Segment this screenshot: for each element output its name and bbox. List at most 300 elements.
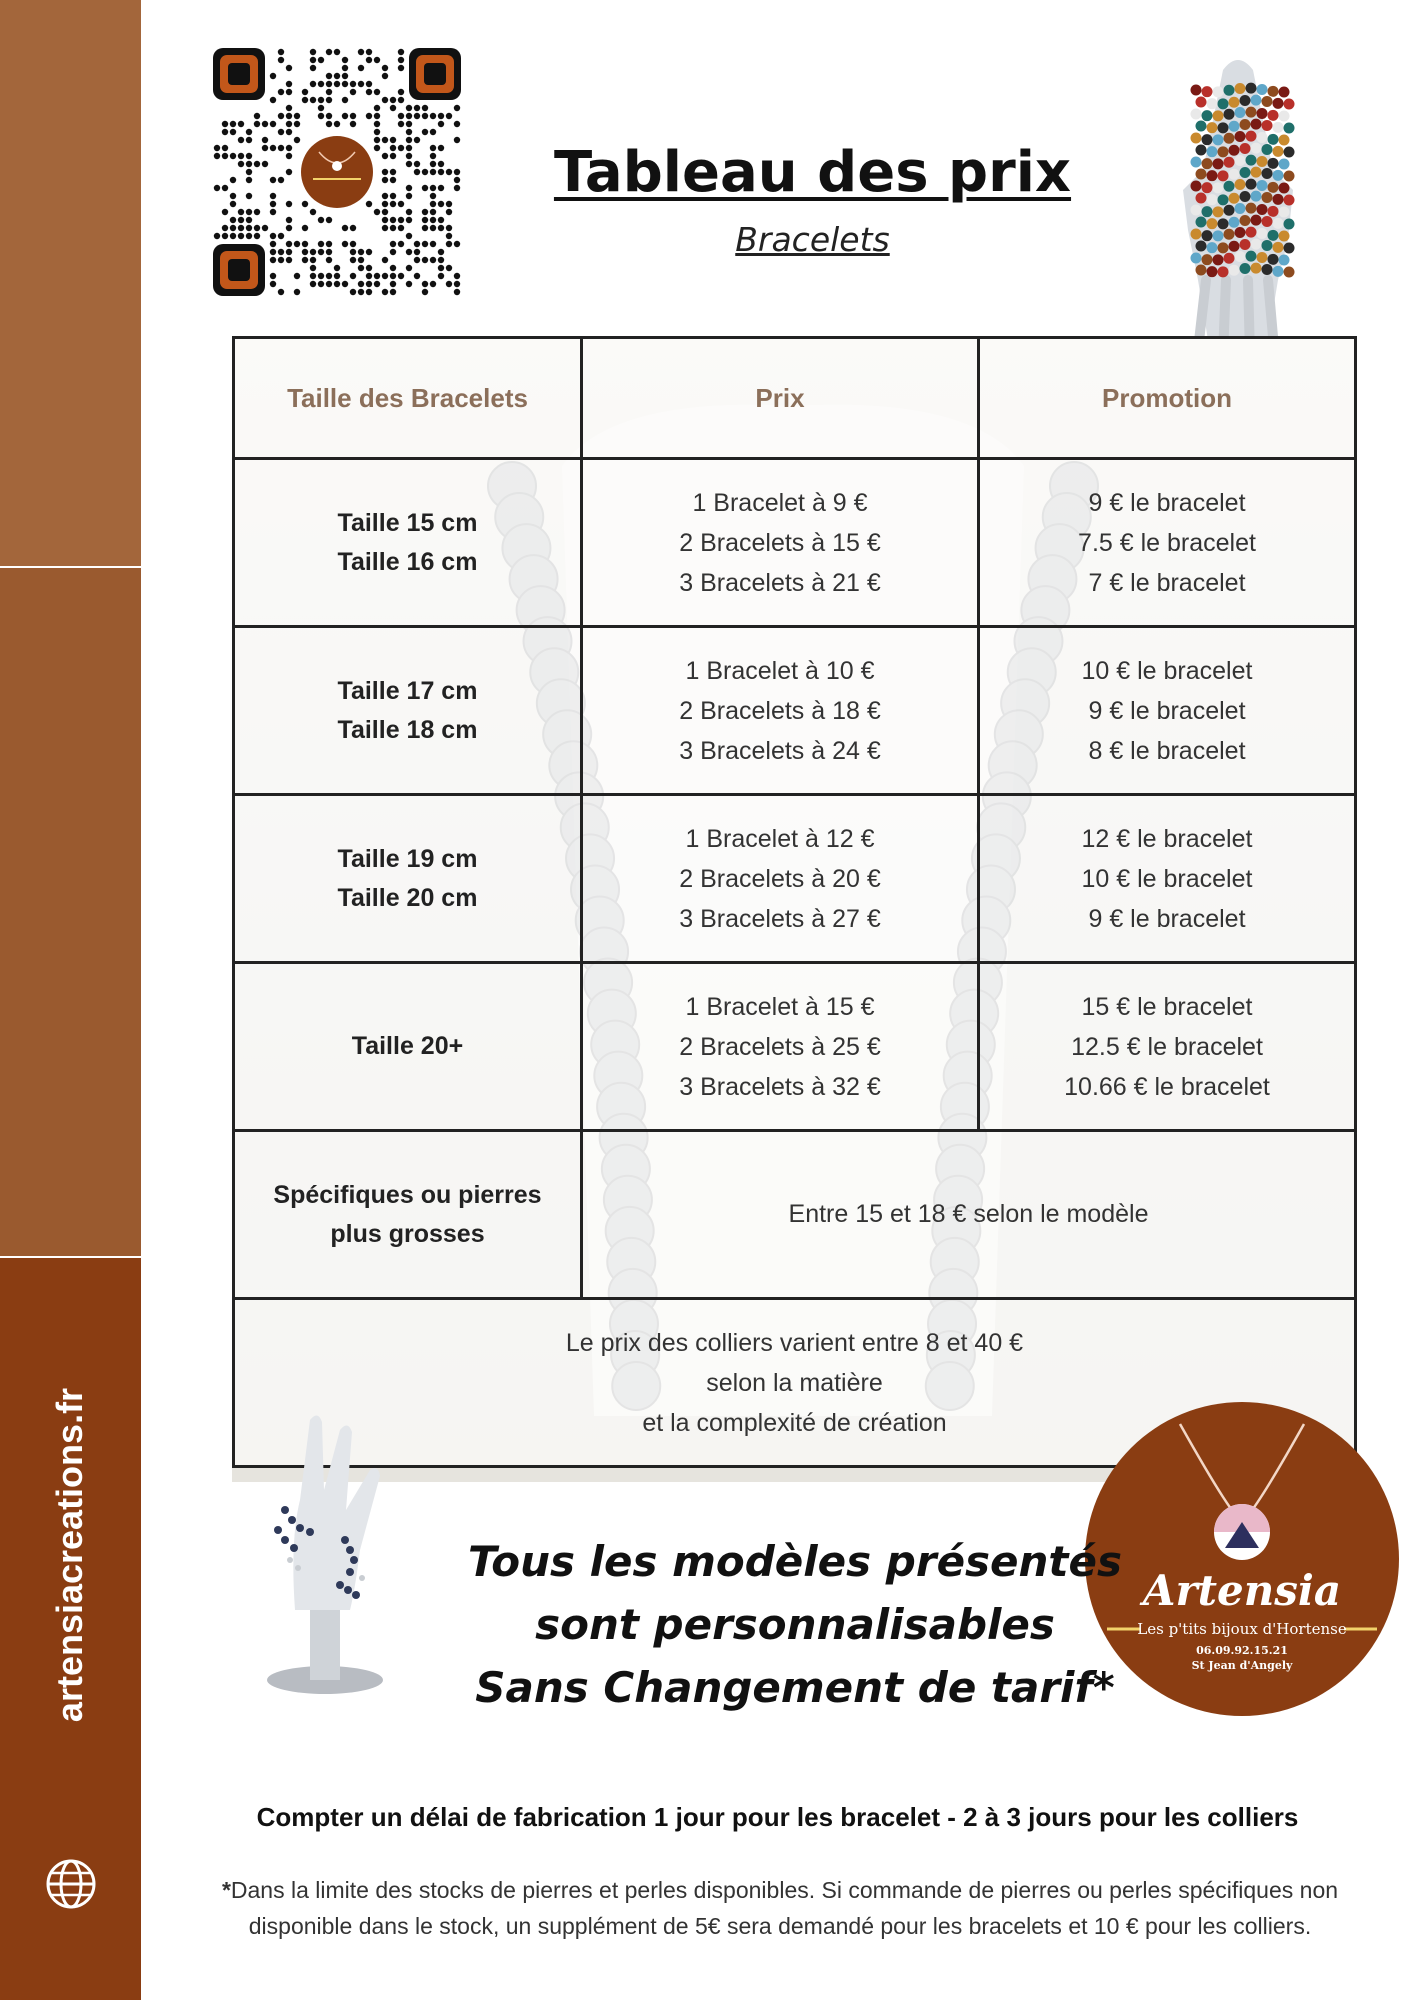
qr-module xyxy=(310,273,316,279)
qr-module xyxy=(238,161,244,167)
qr-module xyxy=(390,105,396,111)
price-table xyxy=(232,336,1357,1468)
qr-module xyxy=(246,129,252,135)
qr-module xyxy=(270,241,276,247)
qr-module xyxy=(278,129,284,135)
bead xyxy=(1262,96,1273,107)
bead xyxy=(1235,131,1246,142)
qr-module xyxy=(366,273,372,279)
qr-module xyxy=(334,273,340,279)
qr-module xyxy=(310,57,316,63)
qr-module xyxy=(270,97,276,103)
qr-module xyxy=(430,201,436,207)
qr-module xyxy=(318,57,324,63)
qr-module xyxy=(374,145,380,151)
qr-module xyxy=(430,185,436,191)
qr-module xyxy=(350,249,356,255)
qr-module xyxy=(430,225,436,231)
qr-module xyxy=(318,249,324,255)
qr-module xyxy=(222,145,228,151)
qr-module xyxy=(278,113,284,119)
specific-row xyxy=(234,1131,1356,1299)
qr-module xyxy=(430,281,436,287)
bead xyxy=(1273,146,1284,157)
qr-module xyxy=(286,89,292,95)
qr-module xyxy=(270,209,276,215)
qr-module xyxy=(310,209,316,215)
qr-module xyxy=(438,257,444,263)
qr-module xyxy=(294,241,300,247)
qr-module xyxy=(422,113,428,119)
qr-module xyxy=(342,57,348,63)
qr-module xyxy=(310,265,316,271)
bead xyxy=(1279,158,1290,169)
qr-module xyxy=(294,289,300,295)
qr-module xyxy=(366,249,372,255)
qr-module xyxy=(318,241,324,247)
size-label: Taille 19 cm xyxy=(337,844,478,873)
bead xyxy=(1268,254,1279,265)
bead xyxy=(1273,242,1284,253)
qr-module xyxy=(302,241,308,247)
qr-module xyxy=(302,97,308,103)
qr-module xyxy=(414,161,420,167)
page-title: Tableau des prix xyxy=(553,140,1072,205)
bead xyxy=(1207,170,1218,181)
qr-module xyxy=(286,121,292,127)
price-line: 3 Bracelets à 27 € xyxy=(679,904,881,933)
qr-module xyxy=(222,185,228,191)
qr-module xyxy=(350,121,356,127)
qr-module xyxy=(318,273,324,279)
size-label: Taille 15 cm xyxy=(337,508,478,537)
bead xyxy=(1202,110,1213,121)
price-line: 3 Bracelets à 21 € xyxy=(679,568,881,597)
qr-module xyxy=(286,257,292,263)
bead xyxy=(1284,98,1295,109)
qr-module xyxy=(318,281,324,287)
qr-module xyxy=(270,73,276,79)
bead xyxy=(1213,206,1224,217)
bead xyxy=(1262,144,1273,155)
logo-phone: 06.09.92.15.21 xyxy=(1196,1644,1288,1657)
bead xyxy=(1279,134,1290,145)
bead xyxy=(1202,158,1213,169)
qr-module xyxy=(374,113,380,119)
qr-module xyxy=(446,169,452,175)
qr-module xyxy=(278,57,284,63)
qr-module xyxy=(406,249,412,255)
qr-module xyxy=(422,257,428,263)
qr-module xyxy=(230,129,236,135)
qr-module xyxy=(342,113,348,119)
promo-line: 9 € le bracelet xyxy=(1088,488,1246,517)
qr-module xyxy=(414,137,420,143)
qr-module xyxy=(270,233,276,239)
bead xyxy=(1284,122,1295,133)
slogan-line: Tous les modèles présentés xyxy=(468,1537,1122,1586)
table-row xyxy=(234,627,1356,795)
qr-module xyxy=(286,249,292,255)
bead xyxy=(1273,98,1284,109)
bead xyxy=(1251,239,1262,250)
qr-module xyxy=(246,233,252,239)
qr-module xyxy=(246,209,252,215)
qr-module xyxy=(414,113,420,119)
bead xyxy=(1257,228,1268,239)
bead xyxy=(1273,170,1284,181)
qr-module xyxy=(430,145,436,151)
bead xyxy=(1191,229,1202,240)
qr-module xyxy=(342,73,348,79)
qr-module xyxy=(350,81,356,87)
qr-module xyxy=(302,89,308,95)
qr-module xyxy=(414,273,420,279)
qr-module xyxy=(382,273,388,279)
qr-module xyxy=(294,137,300,143)
qr-module xyxy=(430,169,436,175)
qr-module xyxy=(454,289,460,295)
qr-module xyxy=(334,121,340,127)
bead xyxy=(1218,98,1229,109)
bead xyxy=(1229,217,1240,228)
bead xyxy=(1196,145,1207,156)
bead xyxy=(1235,203,1246,214)
bead xyxy=(1202,134,1213,145)
qr-module xyxy=(366,281,372,287)
qr-module xyxy=(382,201,388,207)
bead xyxy=(1213,110,1224,121)
qr-module xyxy=(390,249,396,255)
qr-module xyxy=(246,177,252,183)
qr-module xyxy=(382,257,388,263)
bead xyxy=(1262,264,1273,275)
qr-module xyxy=(390,193,396,199)
size-cell xyxy=(234,795,582,963)
qr-module xyxy=(230,201,236,207)
qr-module xyxy=(438,249,444,255)
qr-module xyxy=(342,281,348,287)
qr-module xyxy=(222,121,228,127)
price-line: 2 Bracelets à 20 € xyxy=(679,864,881,893)
qr-module xyxy=(390,169,396,175)
qr-module xyxy=(366,81,372,87)
qr-module xyxy=(374,89,380,95)
globe-icon xyxy=(45,1858,97,1910)
sidebar xyxy=(0,0,141,2000)
qr-module xyxy=(406,185,412,191)
qr-module xyxy=(262,121,268,127)
bead xyxy=(1279,86,1290,97)
qr-module xyxy=(454,177,460,183)
table-header-row xyxy=(234,338,1356,459)
bead xyxy=(1196,121,1207,132)
promo-line: 8 € le bracelet xyxy=(1088,736,1246,765)
bead xyxy=(1268,86,1279,97)
qr-module xyxy=(270,193,276,199)
bead xyxy=(1229,121,1240,132)
qr-module xyxy=(350,273,356,279)
qr-module xyxy=(374,209,380,215)
qr-module xyxy=(286,105,292,111)
bead xyxy=(1224,85,1235,96)
qr-module xyxy=(406,265,412,271)
promo-cell xyxy=(979,459,1356,627)
sidebar-band-top xyxy=(0,0,141,566)
qr-module xyxy=(214,233,220,239)
artensia-logo xyxy=(1085,1402,1399,1716)
price-line: 1 Bracelet à 12 € xyxy=(685,824,875,853)
qr-module xyxy=(246,169,252,175)
qr-module xyxy=(406,193,412,199)
qr-module xyxy=(382,153,388,159)
qr-module xyxy=(390,97,396,103)
footnote-line: Dans la limite des stocks de pierres et perles disponibles. Si commande de pierres ou perles spécifiques non xyxy=(230,1877,1339,1903)
bead xyxy=(1257,252,1268,263)
bead xyxy=(1246,155,1257,166)
bead xyxy=(1235,227,1246,238)
bead xyxy=(1196,169,1207,180)
logo-brand: Artensia xyxy=(1142,1566,1342,1615)
qr-code[interactable] xyxy=(213,48,461,296)
qr-module xyxy=(406,121,412,127)
qr-module xyxy=(390,281,396,287)
bead xyxy=(1273,266,1284,277)
bead xyxy=(1218,194,1229,205)
bead xyxy=(1246,203,1257,214)
qr-module xyxy=(366,49,372,55)
bead xyxy=(1224,133,1235,144)
qr-module xyxy=(326,241,332,247)
bead xyxy=(1213,134,1224,145)
qr-module xyxy=(262,137,268,143)
qr-module xyxy=(342,65,348,71)
qr-module xyxy=(310,97,316,103)
qr-module xyxy=(310,281,316,287)
promo-line: 9 € le bracelet xyxy=(1088,904,1246,933)
production-delay: Compter un délai de fabrication 1 jour pour les bracelet - 2 à 3 jours pour les colliers xyxy=(256,1802,1299,1832)
qr-module xyxy=(246,137,252,143)
qr-module xyxy=(390,145,396,151)
qr-module xyxy=(374,137,380,143)
bead xyxy=(1273,122,1284,133)
table-row xyxy=(234,459,1356,627)
qr-module xyxy=(350,113,356,119)
bead xyxy=(1229,193,1240,204)
logo-city: St Jean d'Angely xyxy=(1191,1659,1293,1672)
qr-module xyxy=(342,97,348,103)
qr-module xyxy=(238,153,244,159)
bead xyxy=(1229,145,1240,156)
qr-module xyxy=(246,217,252,223)
qr-module xyxy=(382,209,388,215)
price-line: 3 Bracelets à 24 € xyxy=(679,736,881,765)
specific-label-line: Spécifiques ou pierres xyxy=(273,1180,542,1209)
qr-center-logo xyxy=(301,136,373,208)
price-line: 1 Bracelet à 10 € xyxy=(685,656,875,685)
qr-module xyxy=(214,185,220,191)
bead xyxy=(1191,253,1202,264)
bead xyxy=(1213,86,1224,97)
qr-module xyxy=(446,265,452,271)
hand-stand-photo xyxy=(250,1390,400,1700)
qr-module xyxy=(406,137,412,143)
bead xyxy=(1257,156,1268,167)
qr-module xyxy=(398,89,404,95)
qr-module xyxy=(326,121,332,127)
qr-module xyxy=(398,201,404,207)
bead xyxy=(1240,191,1251,202)
qr-module xyxy=(230,193,236,199)
qr-module xyxy=(414,249,420,255)
bead xyxy=(1240,167,1251,178)
qr-module xyxy=(390,241,396,247)
qr-module xyxy=(254,121,260,127)
promo-line: 10.66 € le bracelet xyxy=(1064,1072,1270,1101)
qr-module xyxy=(358,257,364,263)
qr-module xyxy=(390,225,396,231)
qr-module xyxy=(278,177,284,183)
qr-module xyxy=(334,49,340,55)
bead xyxy=(1229,169,1240,180)
qr-finder-top-right xyxy=(409,48,461,100)
qr-module xyxy=(270,257,276,263)
bead xyxy=(1224,229,1235,240)
bead xyxy=(1224,157,1235,168)
bead xyxy=(1279,110,1290,121)
header-price: Prix xyxy=(582,338,979,459)
bead xyxy=(1240,215,1251,226)
qr-module xyxy=(214,153,220,159)
bead xyxy=(1251,167,1262,178)
qr-finder-top-left xyxy=(213,48,265,100)
qr-module xyxy=(318,105,324,111)
qr-module xyxy=(358,81,364,87)
qr-module xyxy=(334,281,340,287)
qr-module xyxy=(390,289,396,295)
bead xyxy=(1218,266,1229,277)
qr-module xyxy=(254,233,260,239)
qr-module xyxy=(358,281,364,287)
qr-module xyxy=(294,273,300,279)
bead xyxy=(1235,107,1246,118)
promo-line: 10 € le bracelet xyxy=(1081,656,1253,685)
qr-module xyxy=(358,289,364,295)
bead xyxy=(1218,218,1229,229)
bead xyxy=(1262,240,1273,251)
qr-module xyxy=(286,201,292,207)
qr-module xyxy=(334,73,340,79)
qr-module xyxy=(414,105,420,111)
bead xyxy=(1196,241,1207,252)
specific-label-line: plus grosses xyxy=(330,1219,485,1248)
qr-module xyxy=(430,217,436,223)
qr-module xyxy=(310,81,316,87)
qr-module xyxy=(438,121,444,127)
price-line: 2 Bracelets à 18 € xyxy=(679,696,881,725)
bead xyxy=(1279,254,1290,265)
qr-module xyxy=(318,97,324,103)
slogan xyxy=(460,1530,1130,1719)
bead xyxy=(1246,251,1257,262)
qr-module xyxy=(254,161,260,167)
bead xyxy=(1218,170,1229,181)
qr-module xyxy=(278,289,284,295)
bead xyxy=(1251,119,1262,130)
qr-module xyxy=(438,217,444,223)
qr-module xyxy=(286,81,292,87)
qr-module xyxy=(294,121,300,127)
promo-cell xyxy=(979,627,1356,795)
qr-module xyxy=(270,145,276,151)
qr-module xyxy=(430,241,436,247)
qr-module xyxy=(286,129,292,135)
qr-module xyxy=(382,225,388,231)
qr-module xyxy=(430,193,436,199)
bead xyxy=(1268,158,1279,169)
qr-module xyxy=(270,273,276,279)
qr-module xyxy=(398,97,404,103)
qr-module xyxy=(262,225,268,231)
bead xyxy=(1207,122,1218,133)
qr-module xyxy=(270,177,276,183)
qr-module xyxy=(454,121,460,127)
qr-module xyxy=(454,241,460,247)
qr-module xyxy=(422,169,428,175)
qr-module xyxy=(262,145,268,151)
qr-module xyxy=(438,161,444,167)
bead xyxy=(1246,83,1257,94)
qr-module xyxy=(454,169,460,175)
qr-module xyxy=(326,217,332,223)
bead xyxy=(1246,227,1257,238)
qr-module xyxy=(334,265,340,271)
qr-module xyxy=(350,89,356,95)
qr-module xyxy=(230,121,236,127)
qr-module xyxy=(270,121,276,127)
qr-module xyxy=(422,241,428,247)
qr-module xyxy=(286,241,292,247)
bead xyxy=(1251,263,1262,274)
bead xyxy=(1279,206,1290,217)
qr-module xyxy=(302,201,308,207)
bead xyxy=(1240,239,1251,250)
qr-module xyxy=(318,113,324,119)
qr-module xyxy=(286,153,292,159)
price-line: 1 Bracelet à 15 € xyxy=(685,992,875,1021)
qr-module xyxy=(406,129,412,135)
bead xyxy=(1196,193,1207,204)
bead xyxy=(1207,146,1218,157)
bead xyxy=(1251,215,1262,226)
price-line: 1 Bracelet à 9 € xyxy=(692,488,868,517)
qr-module xyxy=(302,225,308,231)
qr-module xyxy=(382,169,388,175)
website-url[interactable]: artensiacreations.fr xyxy=(49,1387,90,1723)
qr-module xyxy=(342,81,348,87)
bead xyxy=(1268,230,1279,241)
qr-module xyxy=(270,281,276,287)
qr-module xyxy=(382,177,388,183)
qr-module xyxy=(374,121,380,127)
qr-module xyxy=(246,153,252,159)
qr-module xyxy=(350,257,356,263)
qr-module xyxy=(398,225,404,231)
qr-module xyxy=(438,185,444,191)
bead xyxy=(1268,110,1279,121)
qr-module xyxy=(350,289,356,295)
bead xyxy=(1257,204,1268,215)
